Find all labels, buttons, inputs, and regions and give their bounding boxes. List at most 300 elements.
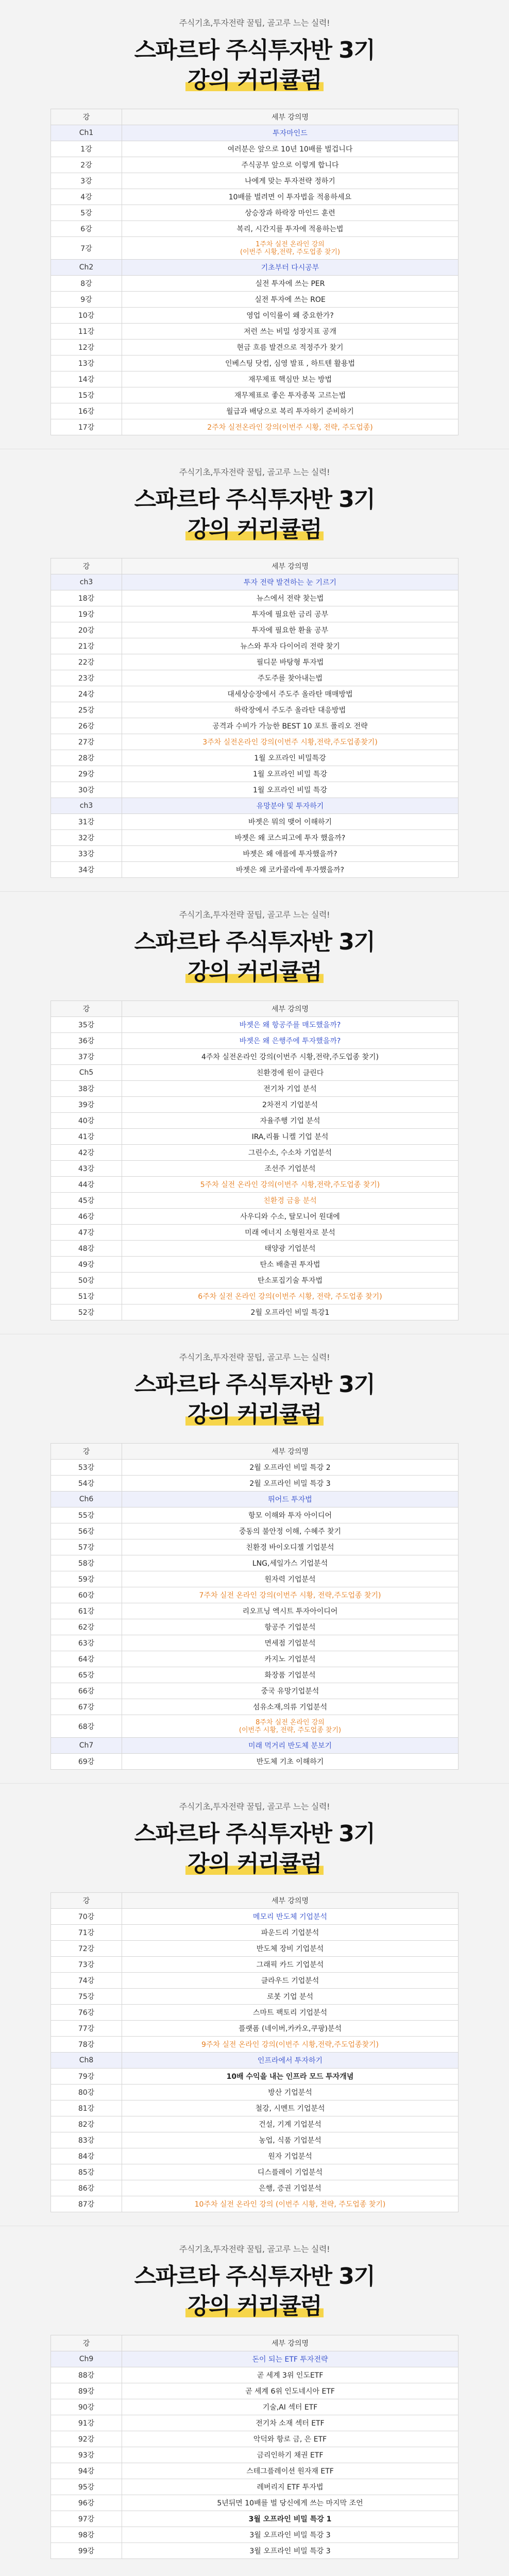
- lecture-name: 사우디와 수소, 탈모니어 원대에: [122, 1209, 459, 1225]
- lecture-name: 곧 세계 3위 인도ETF: [122, 2367, 459, 2383]
- lecture-number: 87강: [51, 2196, 122, 2212]
- table-row: [51, 734, 459, 750]
- curriculum-table: [50, 2335, 459, 2559]
- lecture-number: 94강: [51, 2463, 122, 2479]
- lecture-name: 자율주행 기업 분석: [122, 1113, 459, 1129]
- table-row: [51, 2463, 459, 2479]
- table-row: [51, 2479, 459, 2495]
- table-row: [51, 2447, 459, 2463]
- lecture-number: 22강: [51, 654, 122, 670]
- title-line-2: 강의 커리큘럼: [185, 959, 324, 985]
- lecture-number: 38강: [51, 1081, 122, 1097]
- lecture-name: 투자에 필요한 금리 공부: [122, 606, 459, 622]
- table-row: [51, 2148, 459, 2164]
- lecture-number: 3강: [51, 173, 122, 189]
- table-row: [51, 308, 459, 324]
- lecture-name: LNG,세일가스 기업분석: [122, 1555, 459, 1571]
- table-row: [51, 1603, 459, 1619]
- lecture-name: 친환경 바이오디젤 기업분석: [122, 1539, 459, 1555]
- table-row: [51, 1715, 459, 1738]
- table-row: [51, 2367, 459, 2383]
- header-lecture-name: 세부 강의명: [122, 2335, 459, 2351]
- curriculum-table: [50, 558, 459, 878]
- lecture-number: 10강: [51, 308, 122, 324]
- lecture-name: 유망분야 및 투자하기: [122, 798, 459, 814]
- table-row: [51, 622, 459, 638]
- curriculum-section: [0, 2226, 509, 2572]
- table-row: [51, 750, 459, 766]
- lecture-number: 4강: [51, 189, 122, 205]
- lecture-name: 바젯은 뭐의 맺어 이해하기: [122, 814, 459, 830]
- table-row: [51, 1081, 459, 1097]
- curriculum-table: [50, 109, 459, 435]
- lecture-number: 43강: [51, 1161, 122, 1177]
- lecture-number: 95강: [51, 2479, 122, 2495]
- table-row: [51, 1973, 459, 1989]
- table-row: [51, 1049, 459, 1065]
- curriculum-table: [50, 1001, 459, 1320]
- section-title: [0, 36, 509, 65]
- lecture-number: 49강: [51, 1257, 122, 1273]
- lecture-number: 64강: [51, 1651, 122, 1667]
- lecture-number: Ch1: [51, 125, 122, 141]
- table-row: [51, 1065, 459, 1081]
- lecture-number: Ch6: [51, 1492, 122, 1507]
- lecture-number: 34강: [51, 862, 122, 878]
- table-row: [51, 1145, 459, 1161]
- table-row: [51, 2164, 459, 2180]
- table-row: [51, 189, 459, 205]
- lecture-number: 67강: [51, 1699, 122, 1715]
- lecture-number: Ch5: [51, 1065, 122, 1081]
- lecture-name: 탄소 배출권 투자법: [122, 1257, 459, 1273]
- lecture-name: 2주차 실전온라인 강의(이번주 시황, 전략, 주도업종): [122, 419, 459, 435]
- table-row: [51, 686, 459, 702]
- lecture-number: 37강: [51, 1049, 122, 1065]
- table-row: [51, 1909, 459, 1925]
- table-row: [51, 1738, 459, 1754]
- table-row: [51, 1571, 459, 1587]
- table-row: [51, 1754, 459, 1770]
- title-line-2: 강의 커리큘럼: [185, 1851, 324, 1877]
- lecture-name: 조선주 기업분석: [122, 1161, 459, 1177]
- lecture-number: 97강: [51, 2511, 122, 2527]
- lecture-number: 7강: [51, 237, 122, 260]
- lecture-name-line-2: (이번주 시황,전략, 주도업종 찾기): [240, 248, 341, 256]
- table-row: [51, 324, 459, 340]
- lecture-name: 1월 오프라인 비밀특강: [122, 750, 459, 766]
- lecture-name: 악덕와 항로 금, 은 ETF: [122, 2431, 459, 2447]
- table-row: [51, 1161, 459, 1177]
- header-lecture-no: 강: [51, 1444, 122, 1460]
- lecture-number: 71강: [51, 1925, 122, 1941]
- lecture-name: 주도주를 찾아내는법: [122, 670, 459, 686]
- lecture-name: 반도체 장비 기업분석: [122, 1941, 459, 1957]
- table-row: [51, 2399, 459, 2415]
- lecture-number: 9강: [51, 292, 122, 308]
- lecture-number: 11강: [51, 324, 122, 340]
- header-lecture-no: 강: [51, 109, 122, 125]
- lecture-number: 88강: [51, 2367, 122, 2383]
- table-row: [51, 2415, 459, 2431]
- lecture-name: 현금 흐름 발견으로 적정주가 찾기: [122, 340, 459, 355]
- lecture-number: 21강: [51, 638, 122, 654]
- table-row: [51, 1667, 459, 1683]
- lecture-name: 리오프닝 엑시트 투자아이디어: [122, 1603, 459, 1619]
- lecture-name: 화장품 기업분석: [122, 1667, 459, 1683]
- lecture-name: 9주차 실전 온라인 강의(이번주 시황,전략,주도업종찾기): [122, 2037, 459, 2053]
- header-lecture-no: 강: [51, 1893, 122, 1909]
- lecture-number: 68강: [51, 1715, 122, 1738]
- lecture-name: IRA,리튬 니켈 기업 분석: [122, 1129, 459, 1145]
- table-row: [51, 1587, 459, 1603]
- lecture-number: 5강: [51, 205, 122, 221]
- lecture-name: 항모 이해와 투자 아이디어: [122, 1507, 459, 1523]
- title-line-1: 스파르타 주식투자반 3기: [134, 929, 375, 955]
- lecture-name: 인프라에서 투자하기: [122, 2053, 459, 2069]
- lecture-name: 탄소포집기술 투자법: [122, 1273, 459, 1289]
- lecture-number: 61강: [51, 1603, 122, 1619]
- table-row: [51, 1033, 459, 1049]
- table-row: [51, 590, 459, 606]
- lecture-name: 태양광 기업분석: [122, 1241, 459, 1257]
- lecture-number: 75강: [51, 1989, 122, 2005]
- lecture-number: 42강: [51, 1145, 122, 1161]
- table-row: [51, 1539, 459, 1555]
- table-row: [51, 2543, 459, 2559]
- lecture-number: 54강: [51, 1476, 122, 1492]
- lecture-number: 56강: [51, 1523, 122, 1539]
- lecture-number: 69강: [51, 1754, 122, 1770]
- lecture-name: 투자 전략 발견하는 눈 기르기: [122, 574, 459, 590]
- lecture-name: 실전 투자에 쓰는 ROE: [122, 292, 459, 308]
- title-line-2: 강의 커리큘럼: [185, 2293, 324, 2319]
- lecture-number: 93강: [51, 2447, 122, 2463]
- table-row: [51, 2196, 459, 2212]
- lecture-number: 26강: [51, 718, 122, 734]
- table-row: [51, 1989, 459, 2005]
- title-line-1: 스파르타 주식투자반 3기: [134, 1371, 375, 1398]
- table-row: [51, 574, 459, 590]
- lecture-name: 미래 에너지 소형원자로 분석: [122, 1225, 459, 1241]
- table-row: [51, 276, 459, 292]
- lecture-number: 86강: [51, 2180, 122, 2196]
- lecture-number: 44강: [51, 1177, 122, 1193]
- table-row: [51, 814, 459, 830]
- lecture-name: 기초부터 다시공부: [122, 260, 459, 276]
- table-row: [51, 1523, 459, 1539]
- table-row: [51, 1492, 459, 1507]
- lecture-number: 74강: [51, 1973, 122, 1989]
- table-row: [51, 2037, 459, 2053]
- lecture-name: 친환경에 원이 클린다: [122, 1065, 459, 1081]
- table-header-row: [51, 1893, 459, 1909]
- section-subtitle: 주식기초,투자전략 꿀팁, 골고루 느는 실력!: [179, 467, 330, 477]
- lecture-number: 13강: [51, 355, 122, 371]
- table-row: [51, 1193, 459, 1209]
- lecture-number: 89강: [51, 2383, 122, 2399]
- lecture-number: 31강: [51, 814, 122, 830]
- lecture-number: 24강: [51, 686, 122, 702]
- table-row: [51, 2495, 459, 2511]
- lecture-number: 79강: [51, 2069, 122, 2084]
- lecture-name: 디스플레이 기업분석: [122, 2164, 459, 2180]
- lecture-name: 바젯은 왜 항공주를 매도했을까?: [122, 1017, 459, 1033]
- lecture-name: 금리인하기 채권 ETF: [122, 2447, 459, 2463]
- lecture-number: 36강: [51, 1033, 122, 1049]
- lecture-number: 25강: [51, 702, 122, 718]
- lecture-number: Ch7: [51, 1738, 122, 1754]
- curriculum-table: [50, 1892, 459, 2212]
- lecture-number: 35강: [51, 1017, 122, 1033]
- lecture-number: 48강: [51, 1241, 122, 1257]
- title-line-1: 스파르타 주식투자반 3기: [134, 1821, 375, 1847]
- lecture-number: 57강: [51, 1539, 122, 1555]
- lecture-name: 3월 오프라인 비밀 특강 1: [122, 2511, 459, 2527]
- lecture-name: 레버리지 ETF 투자법: [122, 2479, 459, 2495]
- table-row: [51, 2180, 459, 2196]
- lecture-name: 하락장에서 주도주 올라탄 대응방법: [122, 702, 459, 718]
- lecture-number: 99강: [51, 2543, 122, 2559]
- lecture-name: 은행, 증권 기업분석: [122, 2180, 459, 2196]
- table-row: [51, 1177, 459, 1193]
- lecture-number: 55강: [51, 1507, 122, 1523]
- lecture-name: 그린수소, 수소차 기업분석: [122, 1145, 459, 1161]
- lecture-number: 82강: [51, 2116, 122, 2132]
- title-line-2: 강의 커리큘럼: [185, 1401, 324, 1428]
- lecture-name: 5년뒤면 10배를 벌 당신에게 쓰는 마지막 조언: [122, 2495, 459, 2511]
- header-lecture-name: 세부 강의명: [122, 558, 459, 574]
- lecture-name: 돈이 되는 ETF 투자전략: [122, 2351, 459, 2367]
- table-row: [51, 260, 459, 276]
- lecture-number: 62강: [51, 1619, 122, 1635]
- lecture-number: 27강: [51, 734, 122, 750]
- lecture-name: 곧 세계 6위 인도네시아 ETF: [122, 2383, 459, 2399]
- lecture-name: 미래 먹거리 반도체 분보기: [122, 1738, 459, 1754]
- table-header-row: [51, 558, 459, 574]
- lecture-name: 1월 오프라인 비밀 특강: [122, 766, 459, 782]
- lecture-number: 83강: [51, 2132, 122, 2148]
- section-title: [0, 2262, 509, 2292]
- table-header-row: [51, 1444, 459, 1460]
- lecture-name: 저런 쓰는 비밀 성장지표 공개: [122, 324, 459, 340]
- lecture-number: 76강: [51, 2005, 122, 2021]
- table-row: [51, 1460, 459, 1476]
- lecture-name: 항공주 기업분석: [122, 1619, 459, 1635]
- table-row: [51, 221, 459, 237]
- lecture-name: 건설, 기계 기업분석: [122, 2116, 459, 2132]
- table-row: [51, 1113, 459, 1129]
- lecture-name: 원자력 기업분석: [122, 1571, 459, 1587]
- lecture-name: 상승장과 하락장 마인드 훈련: [122, 205, 459, 221]
- table-row: [51, 1273, 459, 1289]
- curriculum-section: [0, 1783, 509, 2226]
- lecture-number: 53강: [51, 1460, 122, 1476]
- lecture-name: 3월 오프라인 비밀 특강 3: [122, 2543, 459, 2559]
- lecture-name: 여러분은 앞으로 10년 10배를 벌겁니다: [122, 141, 459, 157]
- lecture-number: 72강: [51, 1941, 122, 1957]
- lecture-number: 91강: [51, 2415, 122, 2431]
- lecture-name: 필디문 바탕형 투자법: [122, 654, 459, 670]
- lecture-name: 전기차 기업 분석: [122, 1081, 459, 1097]
- lecture-number: 40강: [51, 1113, 122, 1129]
- curriculum-section: [0, 449, 509, 891]
- table-row: [51, 2100, 459, 2116]
- curriculum-section: [0, 0, 509, 449]
- section-title: [0, 927, 509, 957]
- table-row: [51, 2069, 459, 2084]
- table-row: [51, 355, 459, 371]
- lecture-number: 12강: [51, 340, 122, 355]
- lecture-number: Ch9: [51, 2351, 122, 2367]
- lecture-number: 73강: [51, 1957, 122, 1973]
- lecture-number: Ch2: [51, 260, 122, 276]
- table-row: [51, 654, 459, 670]
- table-row: [51, 205, 459, 221]
- lecture-name: 방산 기업분석: [122, 2084, 459, 2100]
- lecture-name: 월급과 배당으로 복리 투자하기 준비하기: [122, 403, 459, 419]
- lecture-number: 1강: [51, 141, 122, 157]
- table-row: [51, 292, 459, 308]
- lecture-number: 98강: [51, 2527, 122, 2543]
- table-row: [51, 141, 459, 157]
- header-lecture-name: 세부 강의명: [122, 1893, 459, 1909]
- lecture-number: 90강: [51, 2399, 122, 2415]
- lecture-number: 65강: [51, 1667, 122, 1683]
- lecture-number: 15강: [51, 387, 122, 403]
- lecture-number: 17강: [51, 419, 122, 435]
- lecture-number: 30강: [51, 782, 122, 798]
- lecture-name: 전기차 소재 섹터 ETF: [122, 2415, 459, 2431]
- lecture-name: 스마트 팩토리 기업분석: [122, 2005, 459, 2021]
- table-row: [51, 387, 459, 403]
- table-row: [51, 606, 459, 622]
- table-row: [51, 1555, 459, 1571]
- lecture-number: 20강: [51, 622, 122, 638]
- lecture-number: 63강: [51, 1635, 122, 1651]
- title-line-2: 강의 커리큘럼: [185, 67, 324, 93]
- lecture-number: 77강: [51, 2021, 122, 2037]
- table-row: [51, 846, 459, 862]
- lecture-number: 85강: [51, 2164, 122, 2180]
- lecture-number: ch3: [51, 798, 122, 814]
- lecture-number: 41강: [51, 1129, 122, 1145]
- lecture-name: [122, 237, 459, 260]
- lecture-number: 78강: [51, 2037, 122, 2053]
- lecture-name: 철강, 시멘트 기업분석: [122, 2100, 459, 2116]
- header-lecture-name: 세부 강의명: [122, 109, 459, 125]
- lecture-number: 80강: [51, 2084, 122, 2100]
- table-row: [51, 1635, 459, 1651]
- lecture-number: 6강: [51, 221, 122, 237]
- lecture-name: 2월 오프라인 비밀 특강 3: [122, 1476, 459, 1492]
- lecture-name: 10배 수익을 내는 인프라 모드 투자개념: [122, 2069, 459, 2084]
- lecture-name: 로봇 기업 분석: [122, 1989, 459, 2005]
- lecture-number: 81강: [51, 2100, 122, 2116]
- lecture-number: 19강: [51, 606, 122, 622]
- lecture-number: 2강: [51, 157, 122, 173]
- table-row: [51, 1941, 459, 1957]
- table-row: [51, 2132, 459, 2148]
- lecture-number: 14강: [51, 371, 122, 387]
- lecture-name: 투자에 필요한 환율 공부: [122, 622, 459, 638]
- lecture-name: 중국 유망기업분석: [122, 1683, 459, 1699]
- lecture-name: 3주차 실전온라인 강의(이번주 시황,전략,주도업종찾기): [122, 734, 459, 750]
- lecture-name: 4주차 실전온라인 강의(이번주 시황,전략,주도업종 찾기): [122, 1049, 459, 1065]
- table-row: [51, 670, 459, 686]
- lecture-name: 바젯은 왜 애플에 투자했을까?: [122, 846, 459, 862]
- lecture-number: 59강: [51, 1571, 122, 1587]
- lecture-number: 16강: [51, 403, 122, 419]
- lecture-name: 뉴스에서 전략 찾는법: [122, 590, 459, 606]
- lecture-name: 그래픽 카드 기업분석: [122, 1957, 459, 1973]
- lecture-number: 70강: [51, 1909, 122, 1925]
- lecture-number: 84강: [51, 2148, 122, 2164]
- title-line-1: 스파르타 주식투자반 3기: [134, 486, 375, 513]
- table-row: [51, 157, 459, 173]
- section-title: [0, 1819, 509, 1849]
- table-row: [51, 2021, 459, 2037]
- table-row: [51, 1241, 459, 1257]
- table-row: [51, 2084, 459, 2100]
- section-subtitle: 주식기초,투자전략 꿀팁, 골고루 느는 실력!: [179, 910, 330, 920]
- table-row: [51, 830, 459, 846]
- lecture-number: 96강: [51, 2495, 122, 2511]
- section-title: [0, 485, 509, 515]
- table-row: [51, 1017, 459, 1033]
- table-row: [51, 237, 459, 260]
- table-row: [51, 1257, 459, 1273]
- section-subtitle: 주식기초,투자전략 꿀팁, 골고루 느는 실력!: [179, 2244, 330, 2254]
- lecture-name: 7주차 실전 온라인 강의(이번주 시황, 전략,주도업종 찾기): [122, 1587, 459, 1603]
- table-row: [51, 173, 459, 189]
- table-row: [51, 1476, 459, 1492]
- lecture-name: 영업 이익률이 왜 중요한가?: [122, 308, 459, 324]
- section-subtitle: 주식기초,투자전략 꿀팁, 골고루 느는 실력!: [179, 1802, 330, 1811]
- table-row: [51, 2005, 459, 2021]
- lecture-name: 면세점 기업분석: [122, 1635, 459, 1651]
- lecture-name: 나에게 맞는 투자전략 정하기: [122, 173, 459, 189]
- lecture-number: 29강: [51, 766, 122, 782]
- table-row: [51, 1097, 459, 1113]
- header-lecture-no: 강: [51, 558, 122, 574]
- lecture-number: 50강: [51, 1273, 122, 1289]
- table-row: [51, 1699, 459, 1715]
- header-lecture-name: 세부 강의명: [122, 1001, 459, 1017]
- lecture-name: 2차전지 기업분석: [122, 1097, 459, 1113]
- lecture-number: 39강: [51, 1097, 122, 1113]
- lecture-name: 2월 오프라인 비밀 특강 2: [122, 1460, 459, 1476]
- table-row: [51, 638, 459, 654]
- lecture-name: 2월 오프라인 비밀 특강1: [122, 1304, 459, 1320]
- table-row: [51, 2351, 459, 2367]
- table-row: [51, 419, 459, 435]
- table-row: [51, 2431, 459, 2447]
- table-row: [51, 2053, 459, 2069]
- table-row: [51, 1925, 459, 1941]
- lecture-number: 18강: [51, 590, 122, 606]
- lecture-name: 친환경 금융 분석: [122, 1193, 459, 1209]
- lecture-name: 재무제표로 좋은 투자종목 고르는법: [122, 387, 459, 403]
- lecture-number: 45강: [51, 1193, 122, 1209]
- curriculum-section: [0, 1334, 509, 1783]
- lecture-number: 92강: [51, 2431, 122, 2447]
- lecture-name: 5주차 실전 온라인 강의(이번주 시황,전략,주도업종 찾기): [122, 1177, 459, 1193]
- lecture-name: 6주차 실전 온라인 강의(이번주 시황, 전략, 주도업종 찾기): [122, 1289, 459, 1304]
- section-title-2: [0, 1400, 509, 1430]
- lecture-name: 카지노 기업분석: [122, 1651, 459, 1667]
- table-row: [51, 702, 459, 718]
